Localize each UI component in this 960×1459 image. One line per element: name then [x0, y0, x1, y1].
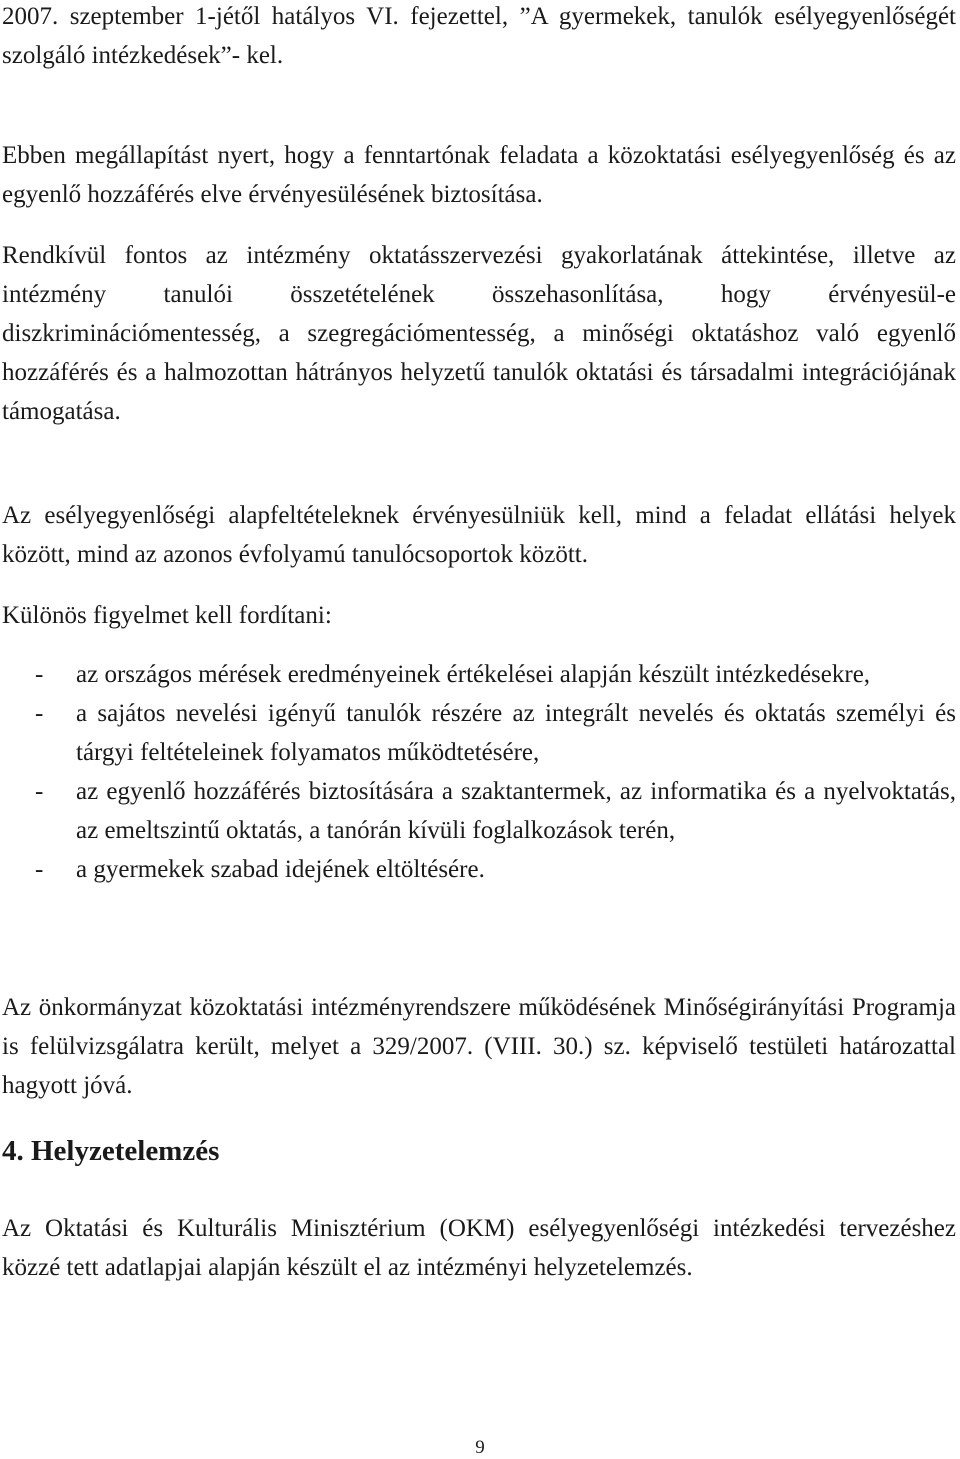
list-item: [0, 694, 956, 772]
paragraph-intro: 2007. szeptember 1-jétől hatályos VI. fejezettel, ”A gyermekek, tanulók esélyegyenlőségét szolgáló intézkedések”- kel.: [2, 3, 956, 69]
paragraph-finding: Ebben megállapítást nyert, hogy a fenntartónak feladata a közoktatási esélyegyenlőség és az egyenlő hozzáférés elve érvényesülésének biztosítása.: [2, 142, 956, 208]
paragraph-quality-program: Az önkormányzat közoktatási intézményrendszere működésének Minőségirányítási Programja is felülvizsgálatra került, melyet a 329/2007. (VIII. 30.) sz. képviselő testületi határozattal hagyott jóvá.: [2, 994, 956, 1099]
section-heading: 4. Helyzetelemzés: [2, 1135, 220, 1167]
list-dash: -: [35, 700, 44, 727]
list-item-text: a gyermekek szabad idejének eltöltésére.: [76, 856, 485, 883]
list-item-text: a sajátos nevelési igényű tanulók részére az integrált nevelés és oktatás személyi és tárgyi feltételeinek folyamatos működtetésére,: [76, 700, 956, 766]
paragraph-attention-lead: Különös figyelmet kell fordítani:: [2, 602, 332, 629]
page-number: 9: [475, 1437, 485, 1458]
paragraph-importance: Rendkívül fontos az intézmény oktatásszervezési gyakorlatának áttekintése, illetve az intézmény tanulói összetételének összehasonlítása, hogy érvényesül-e diszkriminációmentesség, a szegregációmentesség, a minőségi oktatáshoz való egyenlő hozzáférés és a halmozottan hátrányos helyzetű tanulók oktatási és társadalmi integrációjának támogatása.: [2, 242, 956, 425]
paragraph-okm: Az Oktatási és Kulturális Minisztérium (OKM) esélyegyenlőségi intézkedési tervezéshez közzé tett adatlapjai alapján készült el az intézményi helyzetelemzés.: [2, 1215, 956, 1281]
list-dash: -: [35, 778, 44, 805]
list-item: [0, 850, 956, 889]
paragraph-conditions: Az esélyegyenlőségi alapfeltételeknek érvényesülniük kell, mind a feladat ellátási helyek között, mind az azonos évfolyamú tanulócsoportok között.: [2, 502, 956, 568]
list-dash: -: [35, 856, 44, 883]
list-dash: -: [35, 661, 44, 688]
list-item-text: az országos mérések eredményeinek értékelései alapján készült intézkedésekre,: [76, 661, 871, 688]
attention-list: [0, 655, 956, 889]
list-item: [0, 772, 956, 850]
list-item: [0, 655, 956, 694]
list-item-text: az egyenlő hozzáférés biztosítására a szaktantermek, az informatika és a nyelvoktatás, az emeltszintű oktatás, a tanórán kívüli foglalkozások terén,: [76, 778, 956, 844]
